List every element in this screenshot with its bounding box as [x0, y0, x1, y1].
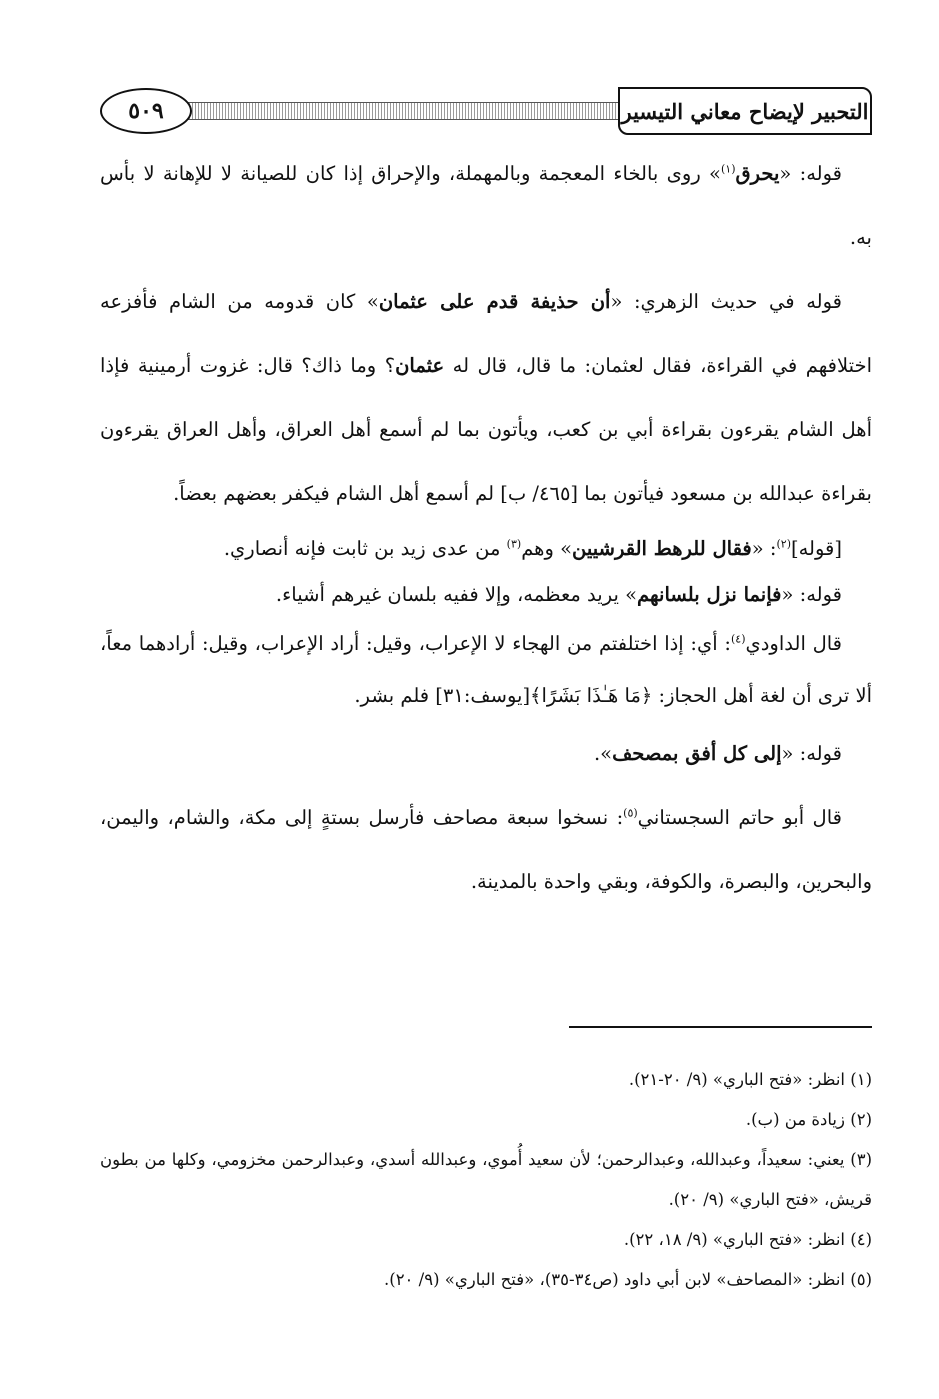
page-header — [100, 82, 872, 140]
paragraph-6: قوله: «إلى كل أفق بمصحف». — [593, 742, 842, 765]
footnote-5: (٥) انظر: «المصاحف» لابن أبي داود (ص٣٤-٣٥)، «فتح الباري» (٩/ ٢٠). — [384, 1270, 872, 1289]
footnote-4: (٤) انظر: «فتح الباري» (٩/ ١٨، ٢٢). — [623, 1230, 872, 1249]
paragraph-4: قوله: «فإنما نزل بلسانهم» يريد معظمه، وإلا ففيه بلسان غيرهم أشياء. — [275, 583, 842, 606]
paragraph-3: [قوله]$^{(٢)}$: «فقال للرهط القرشيين» وهم$^{(٣)}$ من عدى زيد بن ثابت فإنه أنصاري. — [223, 537, 842, 560]
footnotes — [100, 1060, 872, 1300]
paragraph-1: قوله: «يحرق$^{(١)}$» روى بالخاء المعجمة وبالمهملة، والإحراق إذا كان للصيانة لا للإهانة لا بأس به. — [100, 162, 872, 249]
quoted-term: فقال للرهط القرشيين — [572, 537, 752, 560]
footnote-ref: (٢) — [776, 537, 791, 551]
footnote-ref: (٣) — [506, 537, 522, 551]
quoted-term: عثمان — [395, 354, 445, 377]
footnote-ref: (١) — [720, 162, 736, 176]
quoted-term: إلى كل أفق بمصحف — [612, 742, 782, 765]
paragraph-5: قال الداودي$^{(٤)}$: أي: إذا اختلفتم من الهجاء لا الإعراب، وقيل: أراد الإعراب، وقيل: أرادهما معاً، ألا ترى أن لغة أهل الحجاز: ﴿مَا هَـٰذَا بَشَرًا﴾[يوسف:٣١] فلم بشر. — [100, 632, 872, 707]
page-number: ٥٠٩ — [100, 88, 192, 134]
footnote-3: (٣) يعني: سعيداً، وعبدالله، وعبدالرحمن؛ لأن سعيد أُموي، وعبدالله أسدي، وعبدالرحمن مخزومي، وكلها من بطون قريش، «فتح الباري» (٩/ ٢٠). — [100, 1150, 872, 1209]
main-text — [100, 142, 872, 914]
paragraph-7: قال أبو حاتم السجستاني$^{(٥)}$: نسخوا سبعة مصاحف فأرسل بستةٍ إلى مكة، والشام، واليمن، والبحرين، والبصرة، والكوفة، وبقي واحدة بالمدينة. — [100, 806, 872, 893]
header-hatch-band — [180, 102, 626, 120]
quoted-term: فإنما نزل بلسانهم — [637, 583, 782, 606]
footnote-ref: (٥) — [623, 806, 638, 820]
quoted-term: أن حذيفة قدم على عثمان — [378, 290, 611, 313]
paragraph-2: قوله في حديث الزهري: «أن حذيفة قدم على عثمان» كان قدومه من الشام فأفزعه اختلافهم في القراءة، فقال لعثمان: ما قال، قال له عثمان؟ وما ذاك؟ قال: غزوت أرمينية فإذا أهل الشام يقرءون بقراءة أبي بن كعب، ويأتون بما لم أسمع أهل العراق، وأهل العراق يقرءون بقراءة عبدالله بن مسعود فيأتون بما [٤٦٥/ ب] لم أسمع أهل الشام فيكفر بعضهم بعضاً. — [100, 290, 873, 505]
book-title: التحبير لإيضاح معاني التيسير — [618, 87, 872, 135]
footnote-1: (١) انظر: «فتح الباري» (٩/ ٢٠-٢١). — [628, 1070, 872, 1089]
footnote-2: (٢) زيادة من (ب). — [745, 1110, 872, 1129]
footnote-separator — [569, 1026, 872, 1028]
footnote-ref: (٤) — [730, 632, 746, 646]
quoted-term: يحرق — [735, 162, 780, 185]
